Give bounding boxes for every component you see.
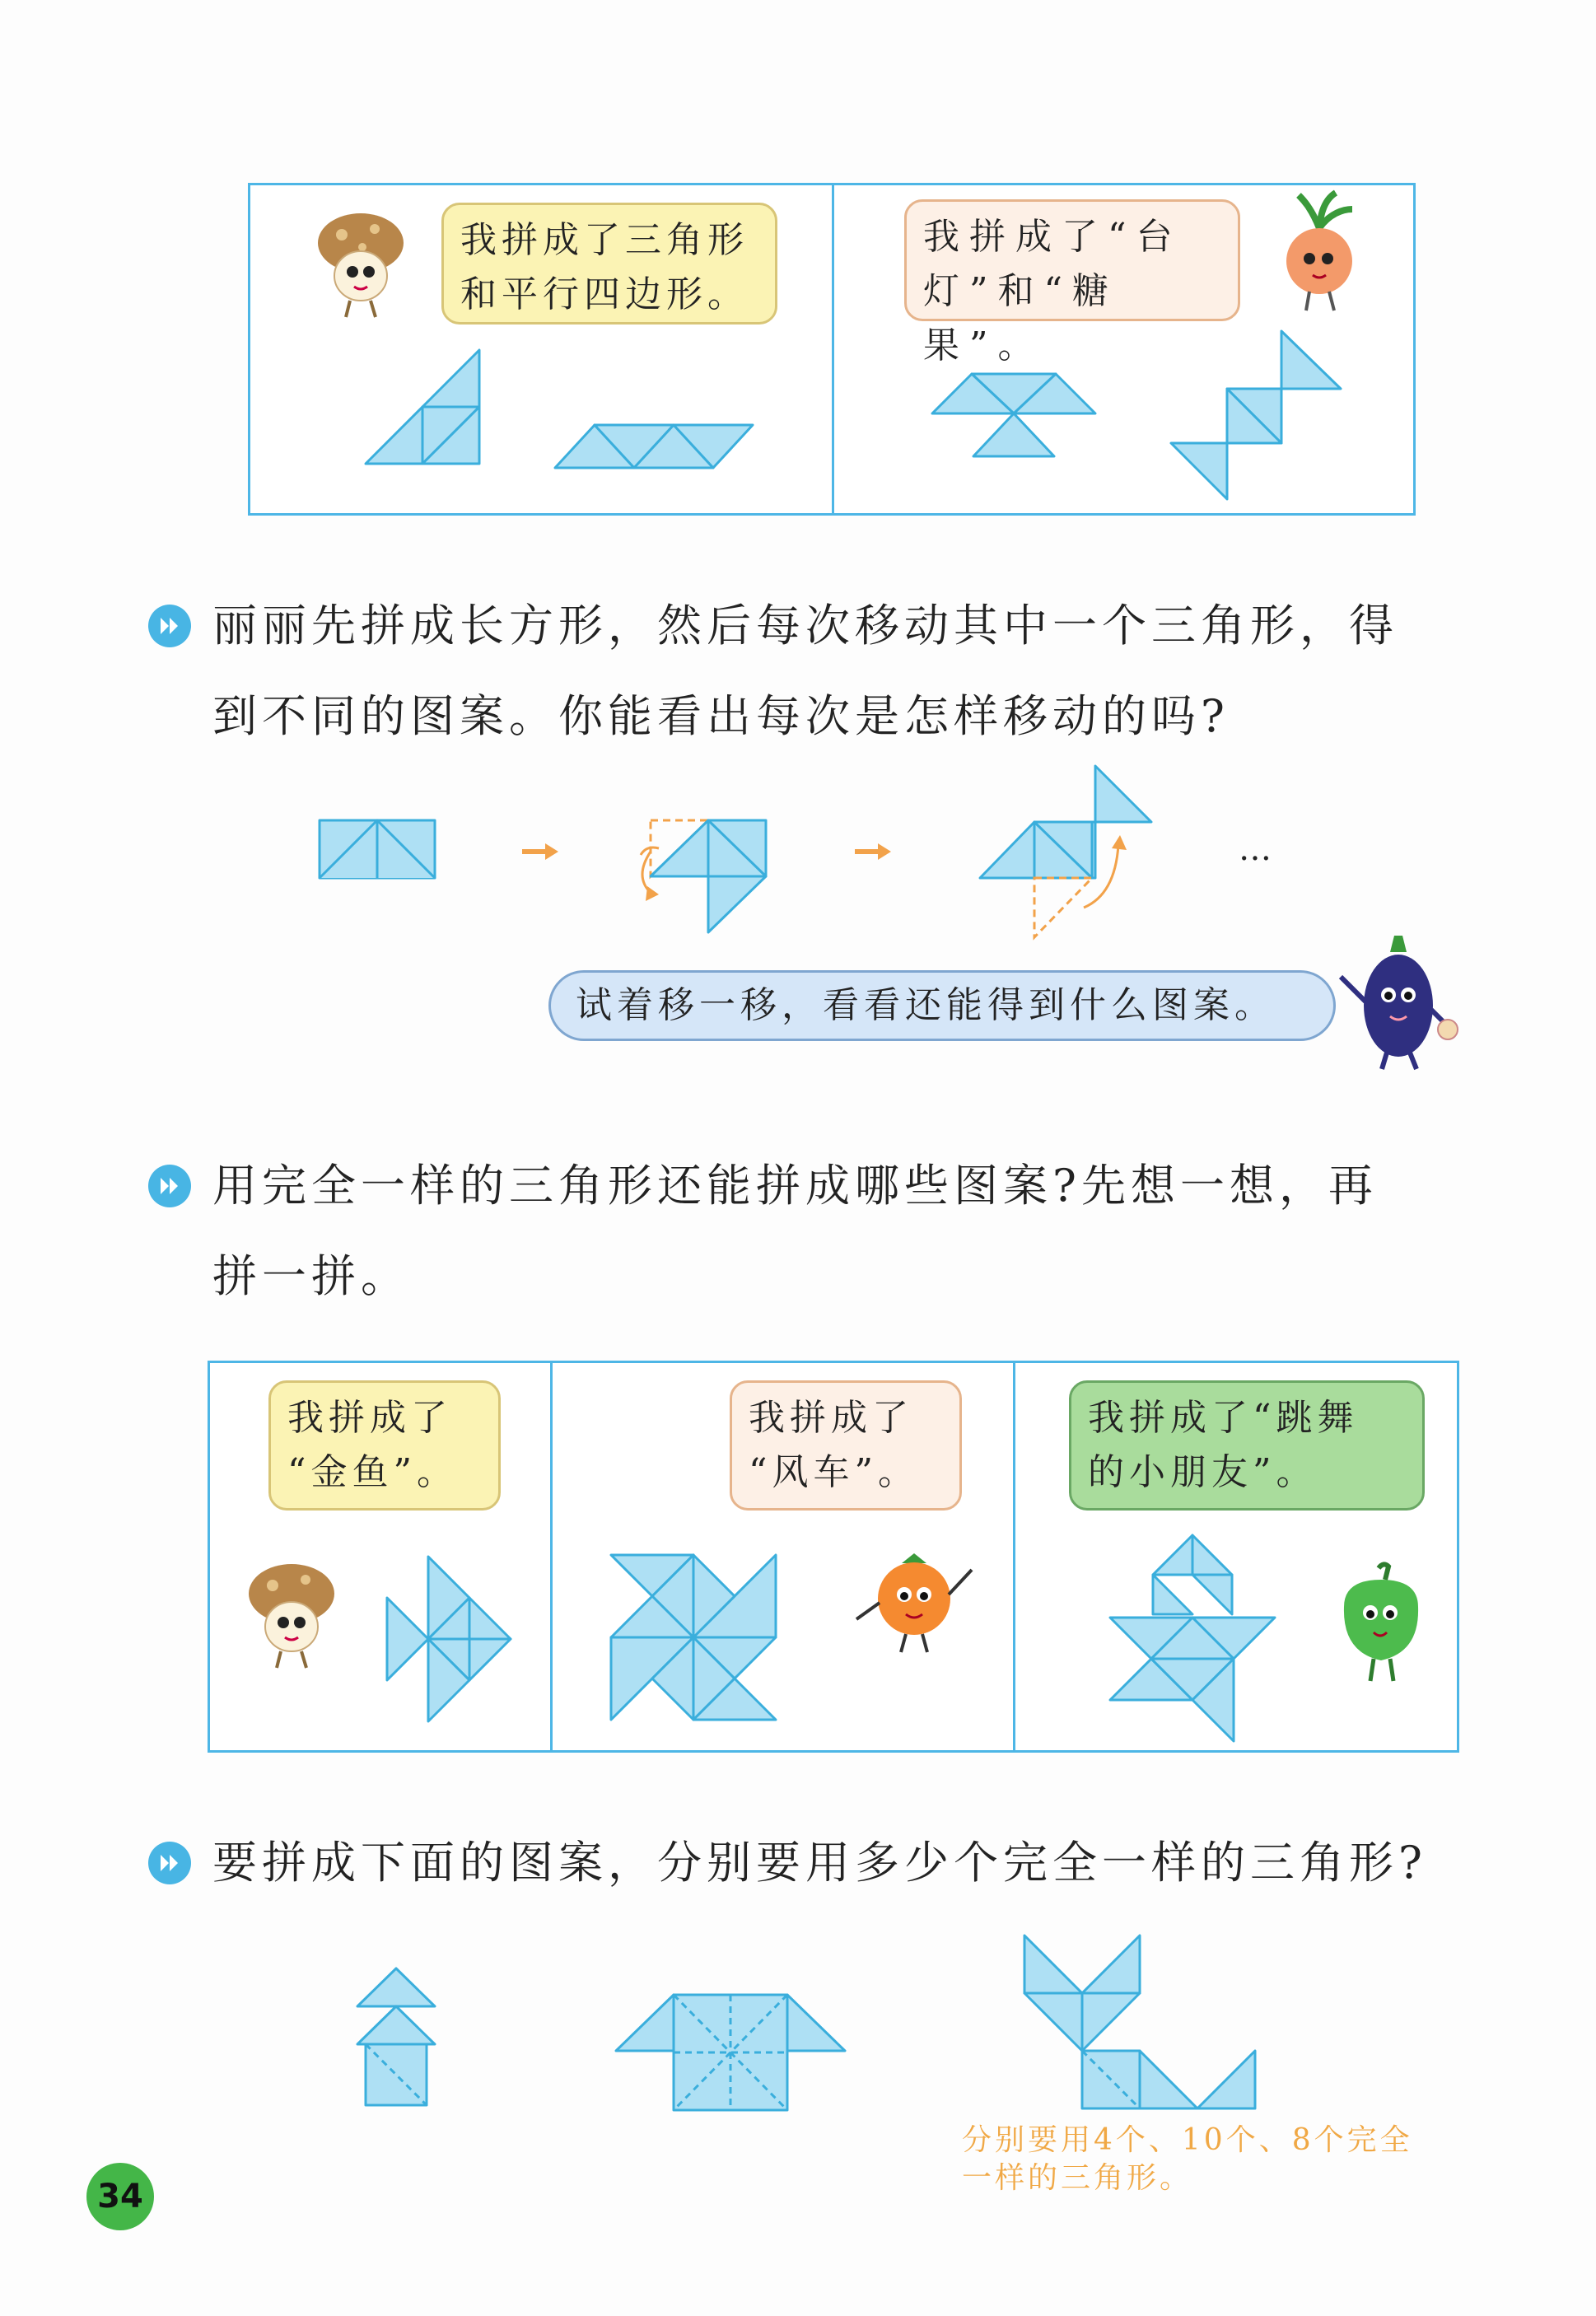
tangram-step3-figure — [977, 763, 1158, 947]
section2-text — [212, 1141, 1472, 1322]
bubble-line: 我拼成了 — [287, 1397, 452, 1439]
text-line: 丽丽先拼成长方形，然后每次移动其中一个三角形，得 — [212, 600, 1398, 651]
bubble-line: 我拼成了三角形 — [460, 219, 749, 261]
bubble-line: 我拼成了“台 — [923, 216, 1183, 258]
text-line: 要拼成下面的图案，分别要用多少个完全一样的三角形? — [212, 1837, 1427, 1889]
section3-text — [212, 1818, 1472, 1908]
dancer-speech-bubble — [1069, 1380, 1425, 1511]
panel-divider — [550, 1363, 553, 1750]
bubble-line: 我拼成了“跳舞 — [1088, 1397, 1359, 1439]
move-arrow-icon — [522, 843, 560, 860]
eggplant-speech-bubble — [548, 970, 1336, 1041]
radish-speech-bubble — [904, 199, 1240, 367]
bubble-line: “金鱼”。 — [287, 1451, 458, 1493]
panel-divider — [1013, 1363, 1015, 1750]
bubble-text: 试着移一移，看看还能得到什么图案。 — [576, 984, 1276, 1026]
tangram-table-figure — [613, 1991, 848, 2115]
pepper-character-icon — [1328, 1562, 1435, 1685]
bubble-line: 的小朋友”。 — [1088, 1451, 1318, 1493]
mushroom-speech-bubble — [441, 203, 777, 325]
tangram-triangle-figure — [362, 346, 486, 469]
tangram-animal-figure — [1021, 1932, 1260, 2120]
answer-line: 一样的三角形。 — [962, 2161, 1193, 2195]
radish-character-icon — [1270, 191, 1369, 315]
move-arrow-icon — [855, 843, 893, 860]
page-number: 34 — [97, 2178, 143, 2216]
answer-line: 分别要用4个、10个、8个完全 — [962, 2123, 1413, 2157]
windmill-speech-bubble — [730, 1380, 962, 1511]
bubble-line: 和平行四边形。 — [460, 273, 749, 315]
tangram-rectangle-figure — [318, 819, 438, 881]
tangram-lamp-figure — [931, 371, 1099, 461]
section1-text — [212, 581, 1472, 762]
tangram-house-figure — [351, 1965, 441, 2113]
section-bullet-icon — [148, 1842, 191, 1884]
text-line: 用完全一样的三角形还能拼成哪些图案?先想一想，再 — [212, 1160, 1378, 1212]
page-number-badge — [86, 2163, 154, 2230]
bubble-line: 我拼成了 — [749, 1397, 913, 1439]
text-line: 拼一拼。 — [212, 1250, 410, 1302]
tangram-windmill-figure — [609, 1553, 779, 1723]
text-line: 到不同的图案。你能看出每次是怎样移动的吗? — [212, 690, 1230, 742]
answer-note — [962, 2122, 1472, 2197]
bubble-line: 灯”和“糖果”。 — [923, 270, 1118, 367]
tangram-step2-figure — [626, 815, 774, 939]
panel-divider — [832, 185, 834, 513]
eggplant-character-icon — [1332, 927, 1464, 1072]
section-bullet-icon — [148, 605, 191, 647]
tangram-candy-figure — [1168, 328, 1344, 502]
bubble-line: “风车”。 — [749, 1451, 919, 1493]
tangram-goldfish-figure — [384, 1553, 516, 1726]
tangram-dancer-figure — [1108, 1534, 1278, 1744]
tomato-character-icon — [848, 1545, 980, 1660]
goldfish-speech-bubble — [268, 1380, 501, 1511]
tangram-parallelogram-figure — [552, 422, 758, 471]
section-bullet-icon — [148, 1165, 191, 1207]
mushroom-character-icon — [313, 206, 412, 321]
mushroom-character-icon — [244, 1557, 343, 1672]
ellipsis-text: … — [1239, 830, 1275, 868]
